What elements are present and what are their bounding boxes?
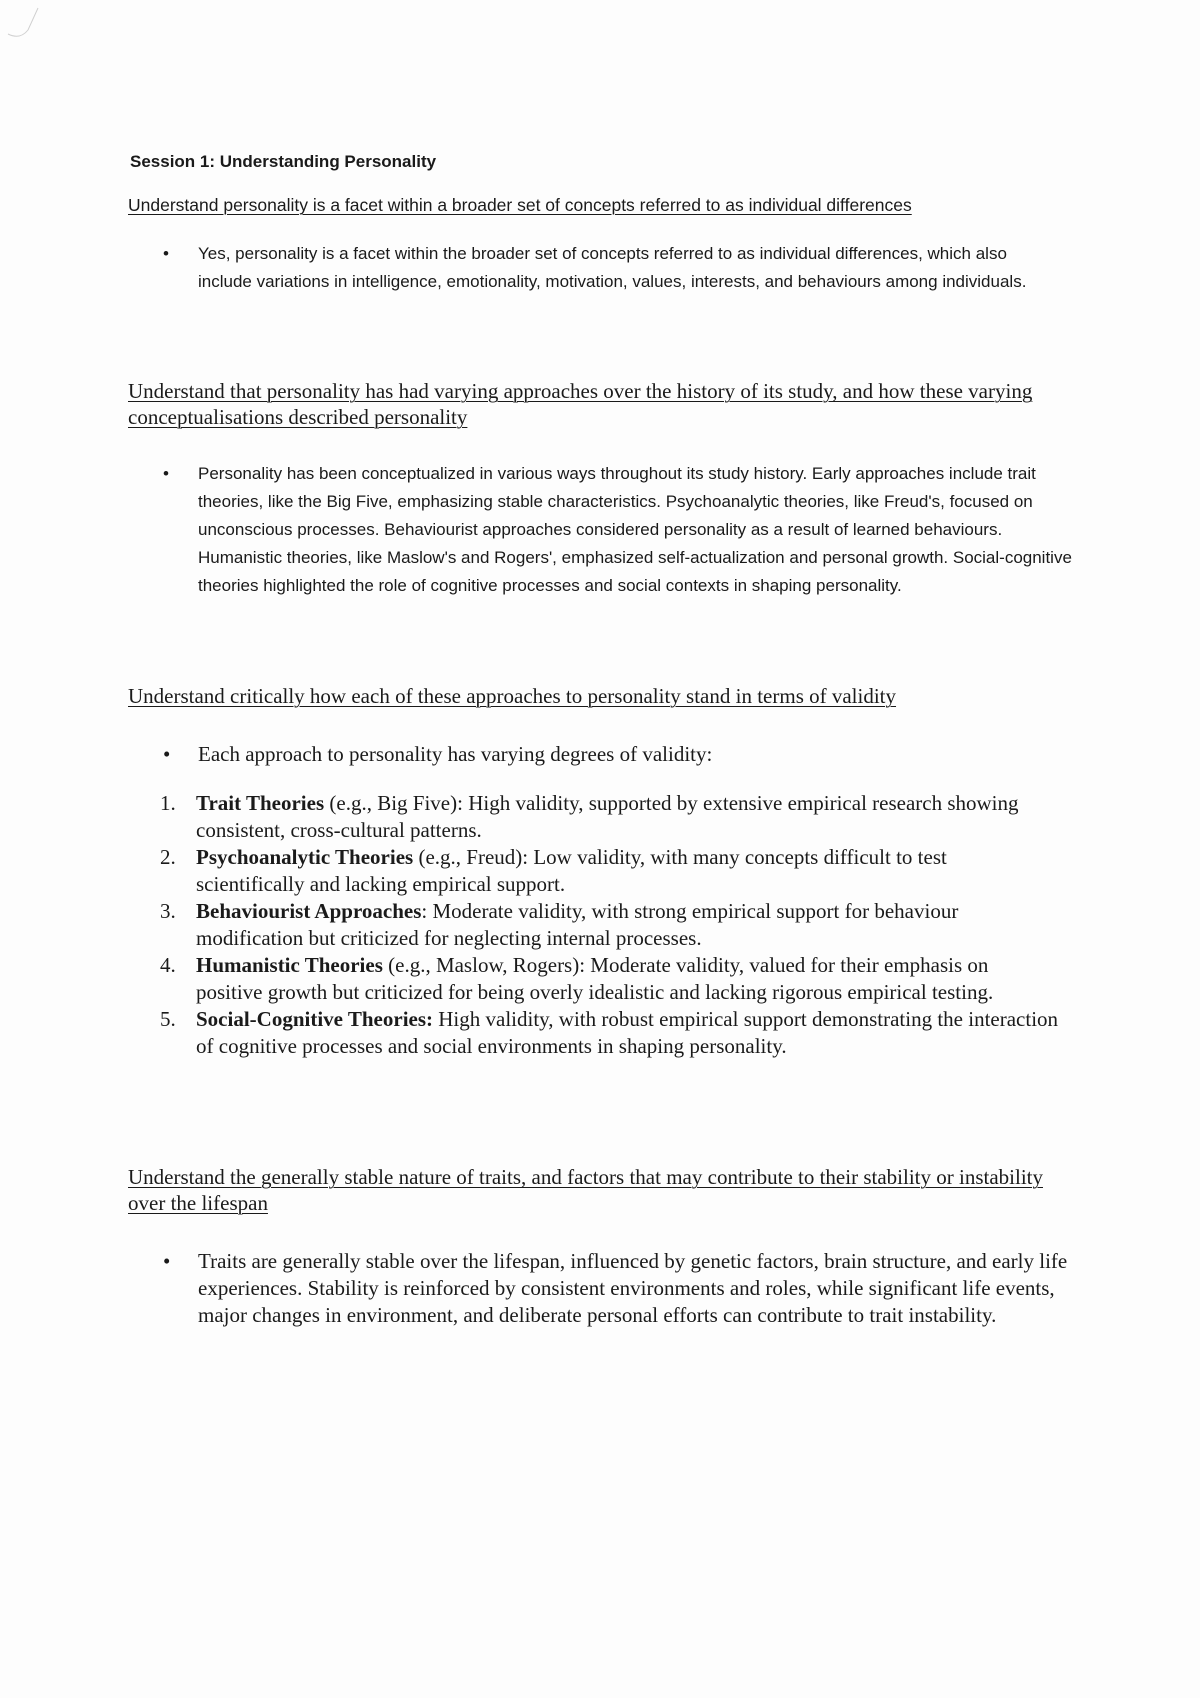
validity-numbered-list <box>0 790 1060 1060</box>
section-heading-trait-stability: Understand the generally stable nature of traits, and factors that may contribute to their stability or instability over the lifespan <box>128 1165 1043 1215</box>
numbered-item-behaviourist-approaches <box>0 898 1060 952</box>
item-text: High validity, with robust empirical support demonstrating the interaction of cognitive processes and social environments in shaping personality. <box>196 1007 1059 1058</box>
item-term: Humanistic Theories <box>196 953 383 977</box>
section-heading-individual-differences: Understand personality is a facet within a broader set of concepts referred to as individual differences <box>128 195 912 215</box>
list-item <box>0 460 1075 600</box>
pen-mark-decoration <box>6 4 46 44</box>
bullet-list-individual-differences <box>0 240 1060 296</box>
bullet-list-varying-approaches <box>0 460 1075 600</box>
item-number: 2. <box>160 845 176 869</box>
list-item <box>0 740 1000 768</box>
page-title: Session 1: Understanding Personality <box>130 152 437 171</box>
list-item <box>0 1248 1080 1329</box>
section-heading-validity: Understand critically how each of these approaches to personality stand in terms of validity <box>128 684 897 708</box>
section-heading-varying-approaches: Understand that personality has had varying approaches over the history of its study, and how these varying conceptualisations described personality <box>128 379 1033 429</box>
bullet-text: Yes, personality is a facet within the broader set of concepts referred to as individual differences, which also include variations in intelligence, emotionality, motivation, values, interests, and behaviours among individuals. <box>198 244 1027 291</box>
item-text: : Moderate validity, with strong empirical support for behaviour modification but criticized for neglecting internal processes. <box>196 899 959 950</box>
numbered-item-humanistic-theories <box>0 952 1060 1006</box>
item-term: Trait Theories <box>196 791 325 815</box>
bullet-text: Personality has been conceptualized in various ways throughout its study history. Early approaches include trait theories, like the Big Five, emphasizing stable characteristics. Psychoanalytic theories, like Freud's, focused on unconscious processes. Behaviourist approaches considered personality as a result of learned behaviours. Humanistic theories, like Maslow's and Rogers', emphasized self-actualization and personal growth. Social-cognitive theories highlighted the role of cognitive processes and social contexts in shaping personality. <box>198 464 1072 595</box>
bullet-list-validity <box>0 740 1000 768</box>
item-text: (e.g., Freud): Low validity, with many concepts difficult to test scientifically and lacking empirical support. <box>196 845 947 896</box>
bullet-icon: • <box>163 244 169 263</box>
item-number: 1. <box>160 791 176 815</box>
numbered-item-social-cognitive-theories <box>0 1006 1060 1060</box>
item-term: Behaviourist Approaches <box>196 899 422 923</box>
bullet-text: Traits are generally stable over the lifespan, influenced by genetic factors, brain structure, and early life experiences. Stability is reinforced by consistent environments and roles, while significant life events, major changes in environment, and deliberate personal efforts can contribute to trait instability. <box>198 1249 1068 1327</box>
bullet-list-trait-stability <box>0 1248 1080 1329</box>
item-text: (e.g., Big Five): High validity, supported by extensive empirical research showing consistent, cross-cultural patterns. <box>196 791 1019 842</box>
numbered-item-trait-theories <box>0 790 1060 844</box>
item-number: 3. <box>160 899 176 923</box>
item-number: 5. <box>160 1007 176 1031</box>
bullet-icon: • <box>163 1249 171 1273</box>
bullet-icon: • <box>163 742 171 766</box>
bullet-icon: • <box>163 464 169 483</box>
numbered-item-psychoanalytic-theories <box>0 844 1060 898</box>
item-text: (e.g., Maslow, Rogers): Moderate validity, valued for their emphasis on positive growth but criticized for being overly idealistic and lacking rigorous empirical testing. <box>196 953 994 1004</box>
item-term: Social-Cognitive Theories: <box>196 1007 434 1031</box>
item-term: Psychoanalytic Theories <box>196 845 414 869</box>
item-number: 4. <box>160 953 176 977</box>
bullet-text: Each approach to personality has varying degrees of validity: <box>198 742 713 766</box>
list-item <box>0 240 1060 296</box>
